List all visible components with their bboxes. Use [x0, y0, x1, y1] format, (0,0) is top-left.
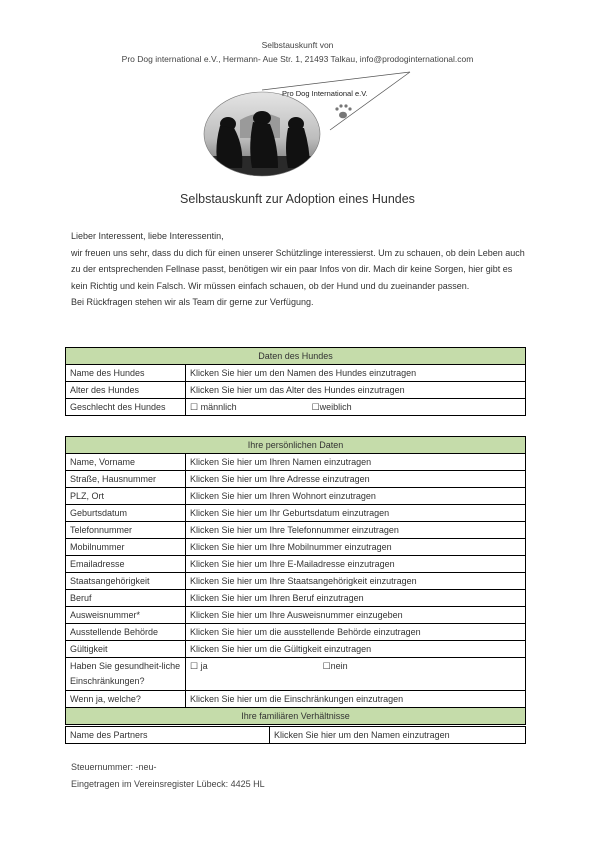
table-row: [66, 624, 526, 641]
table-row: [66, 488, 526, 505]
intro-greeting: Lieber Interessent, liebe Interessentin,: [71, 231, 224, 241]
table-row: [66, 399, 526, 416]
family-table-heading: Ihre familiären Verhältnisse: [66, 708, 526, 725]
mobile-field[interactable]: Klicken Sie hier um Ihre Mobilnummer einzutragen: [186, 539, 526, 556]
validity-label: Gültigkeit: [66, 641, 186, 658]
health-options: [186, 658, 526, 691]
dog-gender-options: [186, 399, 526, 416]
partner-field[interactable]: Klicken Sie hier um den Namen einzutragen: [270, 727, 526, 744]
city-field[interactable]: Klicken Sie hier um Ihren Wohnort einzutragen: [186, 488, 526, 505]
phone-field[interactable]: Klicken Sie hier um Ihre Telefonnummer einzutragen: [186, 522, 526, 539]
register-entry: Eingetragen im Vereinsregister Lübeck: 4425 HL: [71, 779, 265, 789]
table-row: [66, 556, 526, 573]
header-line-2: Pro Dog international e.V., Hermann- Aue Str. 1, 21493 Talkau, info@prodoginternational.com: [121, 54, 474, 64]
job-field[interactable]: Klicken Sie hier um Ihren Beruf einzutragen: [186, 590, 526, 607]
street-label: Straße, Hausnummer: [66, 471, 186, 488]
personal-data-table: [65, 436, 526, 725]
table-row: [66, 727, 526, 744]
validity-field[interactable]: Klicken Sie hier um die Gültigkeit einzutragen: [186, 641, 526, 658]
city-label: PLZ, Ort: [66, 488, 186, 505]
street-field[interactable]: Klicken Sie hier um Ihre Adresse einzutragen: [186, 471, 526, 488]
table-row: [66, 522, 526, 539]
birthdate-field[interactable]: Klicken Sie hier um Ihr Geburtsdatum einzutragen: [186, 505, 526, 522]
table-row: [66, 658, 526, 691]
table-row: [66, 539, 526, 556]
mobile-label: Mobilnummer: [66, 539, 186, 556]
health-yes-checkbox[interactable]: ☐ ja: [190, 661, 208, 671]
intro-contact: Bei Rückfragen stehen wir als Team dir gerne zur Verfügung.: [71, 297, 314, 308]
authority-field[interactable]: Klicken Sie hier um die ausstellende Behörde einzutragen: [186, 624, 526, 641]
table-row: [66, 382, 526, 399]
health-no-checkbox[interactable]: ☐nein: [322, 661, 348, 671]
which-field[interactable]: Klicken Sie hier um die Einschränkungen einzutragen: [186, 691, 526, 708]
page-title: Selbstauskunft zur Adoption eines Hundes: [180, 192, 415, 206]
table-row: [66, 471, 526, 488]
logo-text: Pro Dog International e.V.: [282, 89, 368, 98]
table-row: [66, 573, 526, 590]
dog-table-heading: Daten des Hundes: [66, 348, 526, 365]
id-number-field[interactable]: Klicken Sie hier um Ihre Ausweisnummer einzugeben: [186, 607, 526, 624]
email-field[interactable]: Klicken Sie hier um Ihre E-Mailadresse einzutragen: [186, 556, 526, 573]
partner-label: Name des Partners: [66, 727, 270, 744]
name-label: Name, Vorname: [66, 454, 186, 471]
female-checkbox[interactable]: ☐weiblich: [311, 402, 352, 412]
which-label: Wenn ja, welche?: [66, 691, 186, 708]
intro-text: [71, 228, 531, 311]
email-label: Emailadresse: [66, 556, 186, 573]
dog-data-table: [65, 347, 526, 416]
table-row: [66, 641, 526, 658]
authority-label: Ausstellende Behörde: [66, 624, 186, 641]
male-checkbox[interactable]: ☐ männlich: [190, 402, 237, 412]
nationality-label: Staatsangehörigkeit: [66, 573, 186, 590]
organization-logo: [200, 68, 470, 180]
table-row: [66, 454, 526, 471]
tax-number: Steuernummer: -neu-: [71, 762, 157, 772]
dog-age-field[interactable]: Klicken Sie hier um das Alter des Hundes einzutragen: [186, 382, 526, 399]
family-table: [65, 726, 526, 744]
id-number-label: Ausweisnummer*: [66, 607, 186, 624]
table-row: [66, 590, 526, 607]
personal-table-heading: Ihre persönlichen Daten: [66, 437, 526, 454]
dog-gender-label: Geschlecht des Hundes: [66, 399, 186, 416]
health-label: Haben Sie gesundheit-liche Einschränkungen?: [66, 658, 186, 691]
phone-label: Telefonnummer: [66, 522, 186, 539]
table-row: [66, 505, 526, 522]
dog-name-label: Name des Hundes: [66, 365, 186, 382]
birthdate-label: Geburtsdatum: [66, 505, 186, 522]
table-row: [66, 607, 526, 624]
nationality-field[interactable]: Klicken Sie hier um Ihre Staatsangehörigkeit einzutragen: [186, 573, 526, 590]
name-field[interactable]: Klicken Sie hier um Ihren Namen einzutragen: [186, 454, 526, 471]
table-row: [66, 691, 526, 708]
dog-age-label: Alter des Hundes: [66, 382, 186, 399]
header-line-1: Selbstauskunft von: [261, 40, 334, 50]
intro-body: wir freuen uns sehr, dass du dich für einen unserer Schützlinge interessierst. Um zu schauen, ob dein Leben auch zu der entsprechenden Fellnase passt, benötigen wir ein paar Infos von dir. Mach dir keine Sorgen, hier gibt es kein Richtig und kein Falsch. Wir müssen einfach schauen, ob der Hund und du zueinander passen.: [71, 247, 525, 291]
dog-name-field[interactable]: Klicken Sie hier um den Namen des Hundes einzutragen: [186, 365, 526, 382]
table-row: [66, 365, 526, 382]
job-label: Beruf: [66, 590, 186, 607]
